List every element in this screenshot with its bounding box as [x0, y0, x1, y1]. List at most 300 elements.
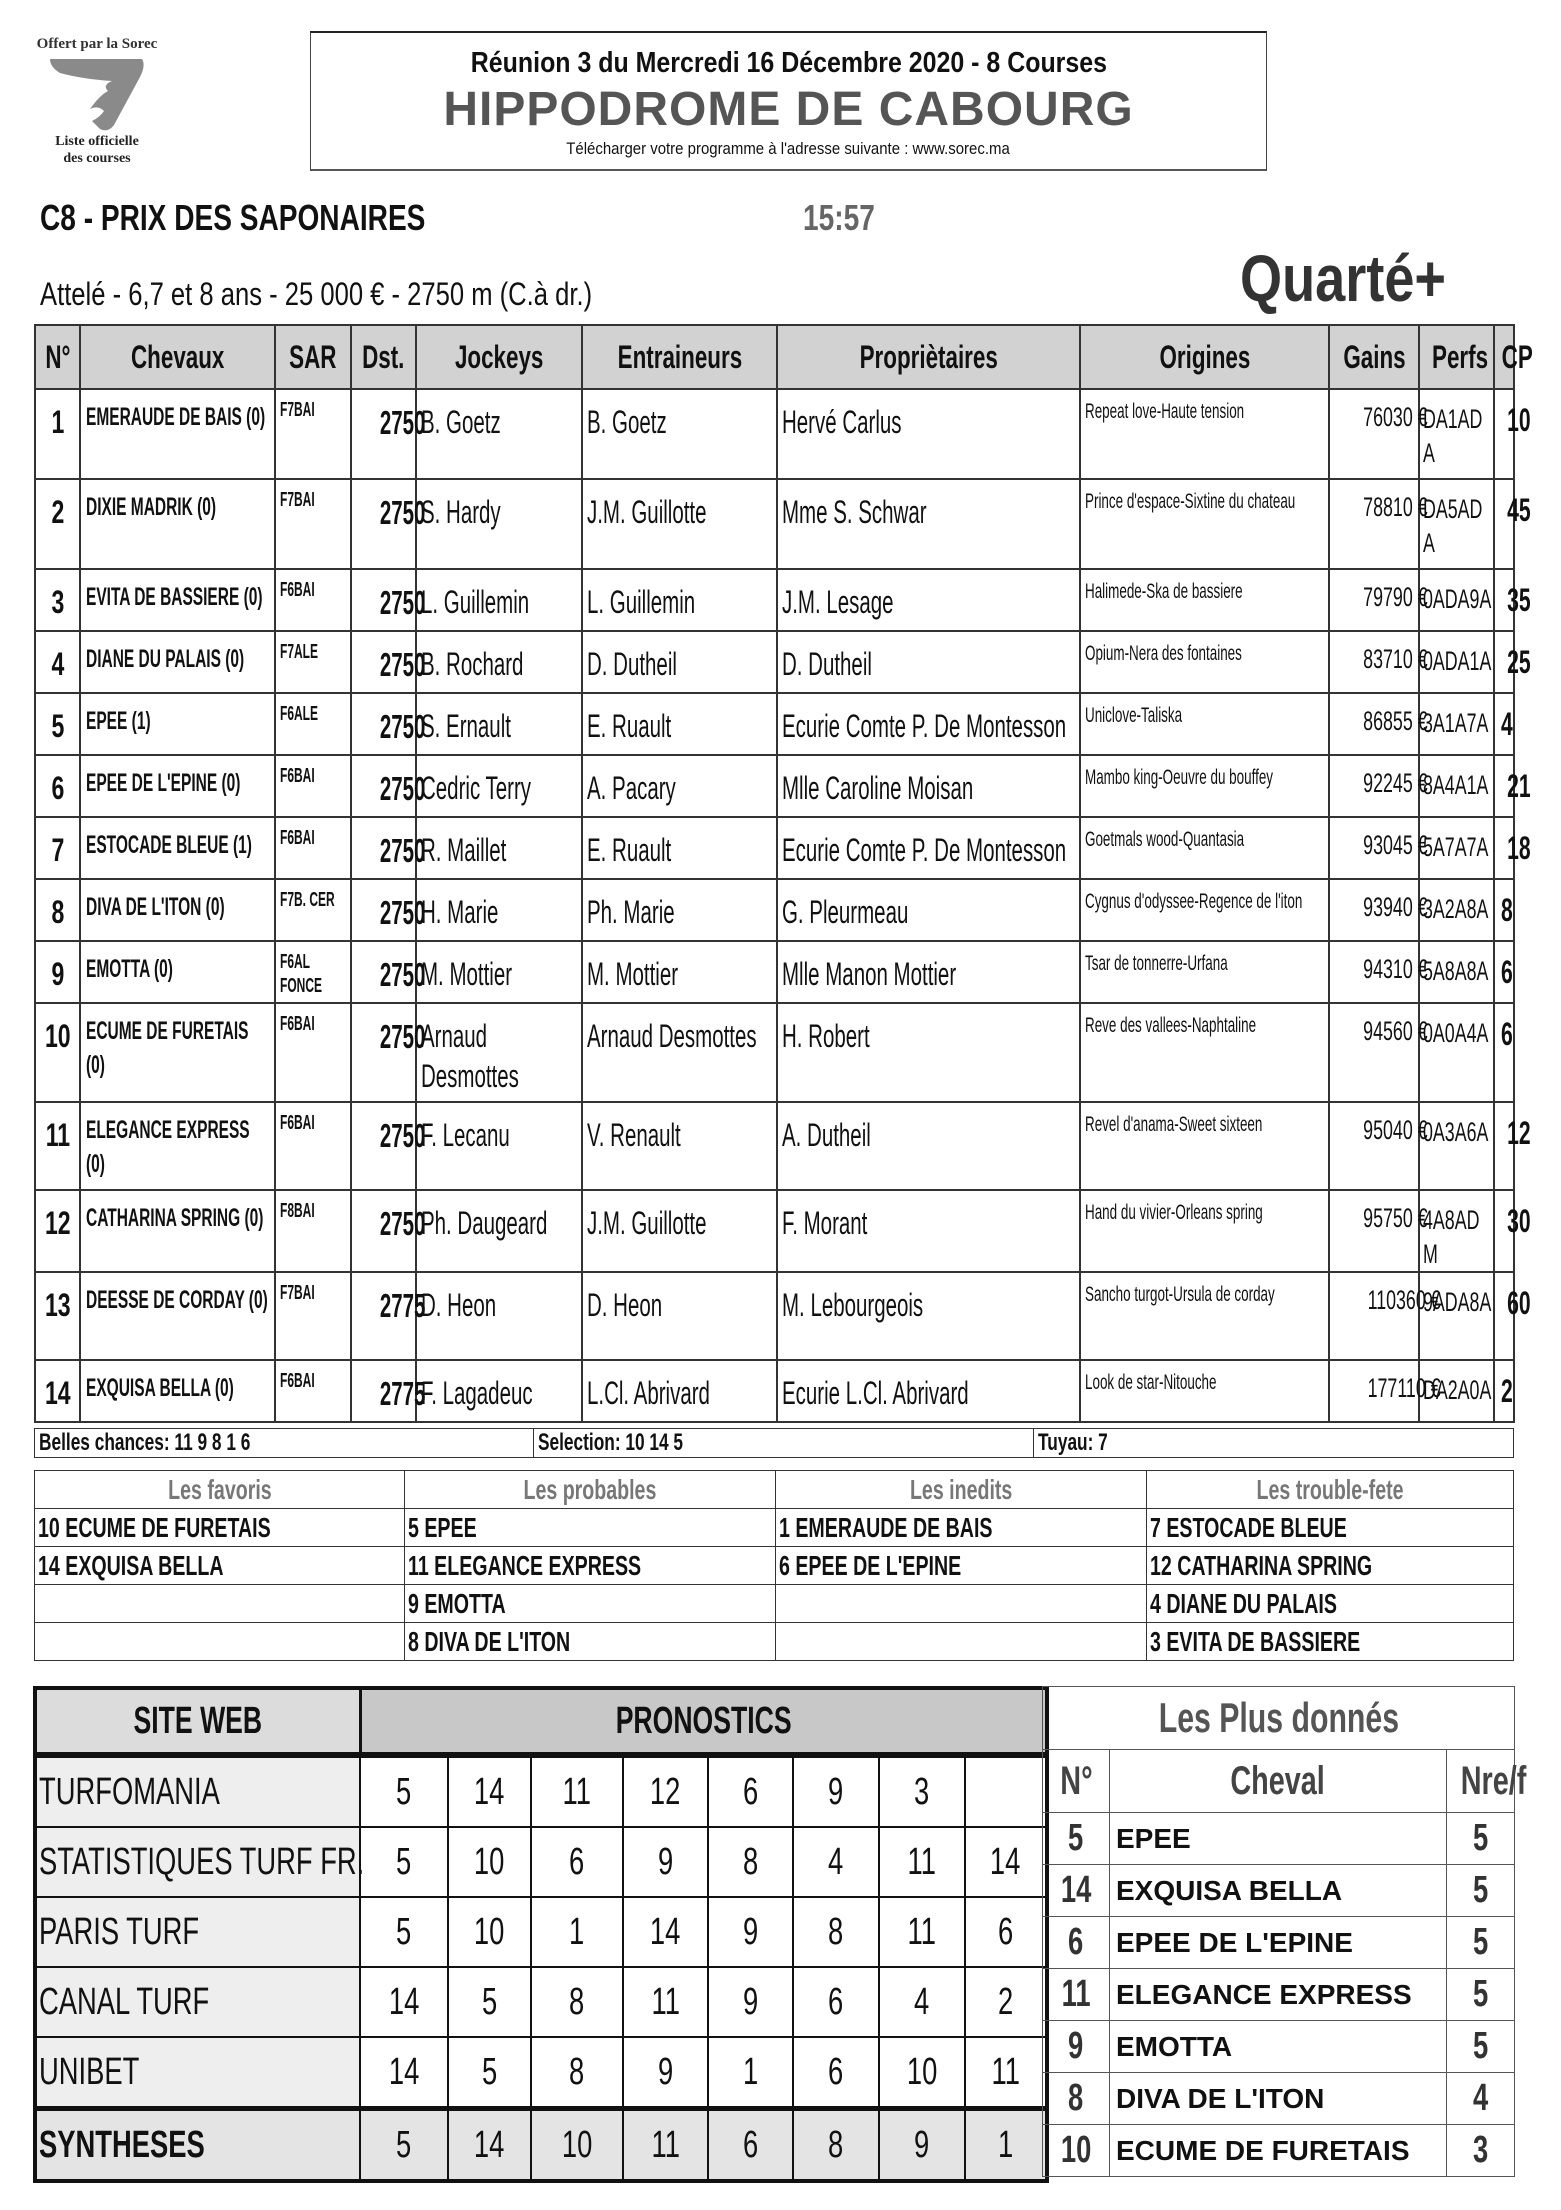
- trainer: L. Guillemin: [582, 569, 777, 631]
- category-entry-inedits: [776, 1623, 1147, 1661]
- category-row: [35, 1547, 1514, 1585]
- category-entry-favoris: 10 ECUME DE FURETAIS: [35, 1509, 405, 1547]
- distance: 2750: [351, 817, 416, 879]
- most-picked-row: [1043, 1917, 1515, 1969]
- horse-name: ELEGANCE EXPRESS: [1110, 1969, 1447, 2021]
- pick: 1: [708, 2037, 793, 2109]
- most-picked-row: [1043, 2073, 1515, 2125]
- cp: 25: [1494, 631, 1514, 693]
- owner: Ecurie L.Cl. Abrivard: [777, 1360, 1080, 1422]
- perfs: 0A0A4A: [1419, 1003, 1494, 1102]
- col-horses-header: Chevaux: [80, 325, 275, 389]
- origins: Goetmals wood-Quantasia: [1080, 817, 1329, 879]
- horse-name: CATHARINA SPRING (0): [80, 1190, 275, 1272]
- owner: Mlle Manon Mottier: [777, 941, 1080, 1003]
- pick: 5: [448, 2037, 531, 2109]
- race-time: 15:57: [803, 197, 875, 238]
- cp: 8: [1494, 879, 1514, 941]
- sar: F7BAI: [275, 1272, 351, 1360]
- perfs: 0A3A6A: [1419, 1102, 1494, 1190]
- sar: F6AL FONCE: [275, 941, 351, 1003]
- pronostic-row: [35, 1827, 1047, 1897]
- origins: Cygnus d'odyssee-Regence de l'iton: [1080, 879, 1329, 941]
- category-entry-inedits: 6 EPEE DE L'EPINE: [776, 1547, 1147, 1585]
- runner-number: 4: [35, 631, 80, 693]
- distance: 2750: [351, 631, 416, 693]
- pick-count: 3: [1447, 2125, 1515, 2177]
- trainer: J.M. Guillotte: [582, 479, 777, 569]
- horse-name: ECUME DE FURETAIS (0): [80, 1003, 275, 1102]
- pick: 8: [531, 2037, 623, 2109]
- sar: F6BAI: [275, 1003, 351, 1102]
- site-web-header: SITE WEB: [35, 1688, 360, 1755]
- perfs: 8A4A1A: [1419, 755, 1494, 817]
- distance: 2775: [351, 1272, 416, 1360]
- distance: 2750: [351, 941, 416, 1003]
- cp: 35: [1494, 569, 1514, 631]
- category-entry-inedits: 1 EMERAUDE DE BAIS: [776, 1509, 1147, 1547]
- download-link-text[interactable]: Télécharger votre programme à l'adresse suivante : www.sorec.ma: [566, 139, 1011, 158]
- cp: 10: [1494, 389, 1514, 479]
- category-entry-favoris: 14 EXQUISA BELLA: [35, 1547, 405, 1585]
- pick: 11: [879, 1827, 965, 1897]
- col-cp-header: CP: [1494, 325, 1514, 389]
- jockey: F. Lecanu: [416, 1102, 582, 1190]
- pick: 8: [708, 1827, 793, 1897]
- runner-row[interactable]: [35, 1272, 1514, 1360]
- cp: 18: [1494, 817, 1514, 879]
- distance: 2750: [351, 755, 416, 817]
- jockey: B. Rochard: [416, 631, 582, 693]
- category-entry-favoris: [35, 1585, 405, 1623]
- col-cheval: Cheval: [1110, 1750, 1447, 1813]
- category-header-trouble-fete: Les trouble-fete: [1147, 1471, 1514, 1509]
- category-row: [35, 1623, 1514, 1661]
- cp: 21: [1494, 755, 1514, 817]
- cp: 4: [1494, 693, 1514, 755]
- owner: Mme S. Schwar: [777, 479, 1080, 569]
- sorec-logo: [22, 30, 172, 175]
- pronostic-row: [35, 1897, 1047, 1967]
- pronostic-row: [35, 2037, 1047, 2109]
- gains: 93045 €: [1329, 817, 1419, 879]
- gains: 110360 €: [1329, 1272, 1419, 1360]
- pick: 10: [531, 2109, 623, 2182]
- gains: 94560 €: [1329, 1003, 1419, 1102]
- pick: 5: [360, 2109, 448, 2182]
- runner-row[interactable]: [35, 817, 1514, 879]
- gains: 79790 €: [1329, 569, 1419, 631]
- pick: 11: [623, 2109, 708, 2182]
- jockey: S. Ernault: [416, 693, 582, 755]
- meeting-header: [310, 31, 1267, 171]
- sar: F7B. CER: [275, 879, 351, 941]
- runner-number: 5: [35, 693, 80, 755]
- cp: 6: [1494, 1003, 1514, 1102]
- runner-number: 1: [35, 389, 80, 479]
- pick: 4: [793, 1827, 879, 1897]
- site-name: PARIS TURF: [35, 1897, 360, 1967]
- runners-table-header: [35, 325, 1514, 389]
- owner: J.M. Lesage: [777, 569, 1080, 631]
- horse-head-logo-icon: [42, 55, 152, 133]
- sar: F6BAI: [275, 755, 351, 817]
- col-no: N°: [1043, 1750, 1110, 1813]
- trainer: A. Pacary: [582, 755, 777, 817]
- sar: F7BAI: [275, 389, 351, 479]
- perfs: 5A8A8A: [1419, 941, 1494, 1003]
- pick-count: 5: [1447, 2021, 1515, 2073]
- distance: 2750: [351, 1102, 416, 1190]
- sar: F6BAI: [275, 1102, 351, 1190]
- pick: 9: [793, 1755, 879, 1827]
- trainer: E. Ruault: [582, 693, 777, 755]
- origins: Hand du vivier-Orleans spring: [1080, 1190, 1329, 1272]
- perfs: 0ADA9A: [1419, 569, 1494, 631]
- runner-number: 13: [35, 1272, 80, 1360]
- col-count: Nre/f: [1447, 1750, 1515, 1813]
- cp: 60: [1494, 1272, 1514, 1360]
- most-picked-row: [1043, 1865, 1515, 1917]
- pick-count: 4: [1447, 2073, 1515, 2125]
- jockey: Ph. Daugeard: [416, 1190, 582, 1272]
- runner-row[interactable]: [35, 879, 1514, 941]
- jockey: H. Marie: [416, 879, 582, 941]
- category-entry-probables: 11 ELEGANCE EXPRESS: [405, 1547, 776, 1585]
- category-entry-favoris: [35, 1623, 405, 1661]
- runner-number: 9: [35, 941, 80, 1003]
- jockey: Cedric Terry: [416, 755, 582, 817]
- owner: Hervé Carlus: [777, 389, 1080, 479]
- jockey: R. Maillet: [416, 817, 582, 879]
- pick: 8: [531, 1967, 623, 2037]
- runner-number: 12: [35, 1190, 80, 1272]
- category-row: [35, 1509, 1514, 1547]
- distance: 2750: [351, 1190, 416, 1272]
- horse-number: 11: [1043, 1969, 1110, 2021]
- distance: 2750: [351, 693, 416, 755]
- runner-number: 2: [35, 479, 80, 569]
- pick-count: 5: [1447, 1865, 1515, 1917]
- pick: 14: [448, 2109, 531, 2182]
- owner: Ecurie Comte P. De Montesson: [777, 817, 1080, 879]
- gains: 95750 €: [1329, 1190, 1419, 1272]
- runner-row[interactable]: [35, 1003, 1514, 1102]
- jockey: Arnaud Desmottes: [416, 1003, 582, 1102]
- origins: Mambo king-Oeuvre du bouffey: [1080, 755, 1329, 817]
- owner: G. Pleurmeau: [777, 879, 1080, 941]
- horse-name: ESTOCADE BLEUE (1): [80, 817, 275, 879]
- cp: 12: [1494, 1102, 1514, 1190]
- owner: A. Dutheil: [777, 1102, 1080, 1190]
- col-gains-header: Gains: [1329, 325, 1419, 389]
- category-header-probables: Les probables: [405, 1471, 776, 1509]
- runner-row[interactable]: [35, 941, 1514, 1003]
- pick: 9: [708, 1897, 793, 1967]
- gains: 177110 €: [1329, 1360, 1419, 1422]
- pick-count: 5: [1447, 1917, 1515, 1969]
- runner-row[interactable]: [35, 479, 1514, 569]
- trainer: B. Goetz: [582, 389, 777, 479]
- col-owners-header: Propriètaires: [777, 325, 1080, 389]
- jockey: F. Lagadeuc: [416, 1360, 582, 1422]
- gains: 94310 €: [1329, 941, 1419, 1003]
- category-entry-trouble-fete: 12 CATHARINA SPRING: [1147, 1547, 1514, 1585]
- sar: F7ALE: [275, 631, 351, 693]
- pronostics-header: PRONOSTICS: [360, 1688, 1047, 1755]
- runner-number: 14: [35, 1360, 80, 1422]
- trainer: V. Renault: [582, 1102, 777, 1190]
- sar: F6ALE: [275, 693, 351, 755]
- pick: 11: [623, 1967, 708, 2037]
- horse-name: EPEE: [1110, 1813, 1447, 1865]
- venue-title: HIPPODROME DE CABOURG: [443, 83, 1134, 136]
- site-name: STATISTIQUES TURF FR.: [35, 1827, 360, 1897]
- belles-chances: Belles chances: 11 9 8 1 6: [35, 1429, 534, 1458]
- pick: 10: [448, 1827, 531, 1897]
- pick: 6: [708, 1755, 793, 1827]
- origins: Look de star-Nitouche: [1080, 1360, 1329, 1422]
- site-name: TURFOMANIA: [35, 1755, 360, 1827]
- horse-name: EXQUISA BELLA (0): [80, 1360, 275, 1422]
- perfs: 0ADA1A: [1419, 631, 1494, 693]
- perfs: 5A7A7A: [1419, 817, 1494, 879]
- horse-number: 6: [1043, 1917, 1110, 1969]
- most-picked-table: [1042, 1686, 1527, 2177]
- pick: 11: [531, 1755, 623, 1827]
- perfs: 4A8ADM: [1419, 1190, 1494, 1272]
- horse-name: DEESSE DE CORDAY (0): [80, 1272, 275, 1360]
- pick: 9: [623, 2037, 708, 2109]
- pick: 6: [965, 1897, 1047, 1967]
- most-picked-title: Les Plus donnés: [1043, 1687, 1515, 1750]
- col-trainers-header: Entraineurs: [582, 325, 777, 389]
- category-entry-inedits: [776, 1585, 1147, 1623]
- most-picked-row: [1043, 1969, 1515, 2021]
- runner-number: 11: [35, 1102, 80, 1190]
- horse-name: EMOTTA: [1110, 2021, 1447, 2073]
- trainer: Ph. Marie: [582, 879, 777, 941]
- origins: Halimede-Ska de bassiere: [1080, 569, 1329, 631]
- logo-bottom-line2: des courses: [63, 151, 131, 166]
- pick: 9: [623, 1827, 708, 1897]
- origins: Repeat love-Haute tension: [1080, 389, 1329, 479]
- col-sar-header: SAR: [275, 325, 351, 389]
- horse-number: 10: [1043, 2125, 1110, 2177]
- pick: 5: [360, 1827, 448, 1897]
- category-header-inedits: Les inedits: [776, 1471, 1147, 1509]
- sar: F6BAI: [275, 569, 351, 631]
- gains: 86855 €: [1329, 693, 1419, 755]
- runner-row[interactable]: [35, 1360, 1514, 1422]
- race-conditions: Attelé - 6,7 et 8 ans - 25 000 € - 2750 m (C.à dr.): [40, 276, 593, 312]
- pick: 9: [879, 2109, 965, 2182]
- runner-row[interactable]: [35, 755, 1514, 817]
- most-picked-row: [1043, 1813, 1515, 1865]
- runner-number: 6: [35, 755, 80, 817]
- owner: D. Dutheil: [777, 631, 1080, 693]
- pick: 8: [793, 1897, 879, 1967]
- cp: 30: [1494, 1190, 1514, 1272]
- origins: Revel d'anama-Sweet sixteen: [1080, 1102, 1329, 1190]
- distance: 2750: [351, 389, 416, 479]
- origins: Prince d'espace-Sixtine du chateau: [1080, 479, 1329, 569]
- pick: 11: [965, 2037, 1047, 2109]
- pick: 9: [708, 1967, 793, 2037]
- tuyau: Tuyau: 7: [1034, 1429, 1514, 1458]
- pick: 6: [793, 2037, 879, 2109]
- pronostic-row: [35, 1755, 1047, 1827]
- trainer: E. Ruault: [582, 817, 777, 879]
- perfs: 3A2A8A: [1419, 879, 1494, 941]
- pick: 11: [879, 1897, 965, 1967]
- horse-name: ECUME DE FURETAIS: [1110, 2125, 1447, 2177]
- horse-number: 5: [1043, 1813, 1110, 1865]
- category-entry-probables: 8 DIVA DE L'ITON: [405, 1623, 776, 1661]
- site-name: SYNTHESES: [35, 2109, 360, 2182]
- category-row: [35, 1585, 1514, 1623]
- jockey: S. Hardy: [416, 479, 582, 569]
- category-entry-trouble-fete: 4 DIANE DU PALAIS: [1147, 1585, 1514, 1623]
- horse-name: DIXIE MADRIK (0): [80, 479, 275, 569]
- site-name: CANAL TURF: [35, 1967, 360, 2037]
- perfs: DA2A0A: [1419, 1360, 1494, 1422]
- pick: 6: [793, 1967, 879, 2037]
- runner-row[interactable]: [35, 1190, 1514, 1272]
- origins: Reve des vallees-Naphtaline: [1080, 1003, 1329, 1102]
- meeting-info: Réunion 3 du Mercredi 16 Décembre 2020 - 8 Courses: [470, 47, 1107, 79]
- pick: 10: [879, 2037, 965, 2109]
- pick: 1: [531, 1897, 623, 1967]
- logo-top-text: Offert par la Sorec: [36, 36, 158, 52]
- race-title: C8 - PRIX DES SAPONAIRES: [40, 197, 426, 238]
- horse-name: DIVA DE L'ITON: [1110, 2073, 1447, 2125]
- runner-row[interactable]: [35, 631, 1514, 693]
- cp: 6: [1494, 941, 1514, 1003]
- category-header-favoris: Les favoris: [35, 1471, 405, 1509]
- sar: F6BAI: [275, 1360, 351, 1422]
- runner-row[interactable]: [35, 1102, 1514, 1190]
- trainer: J.M. Guillotte: [582, 1190, 777, 1272]
- most-picked-row: [1043, 2021, 1515, 2073]
- perfs: 9ADA8A: [1419, 1272, 1494, 1360]
- origins: Tsar de tonnerre-Urfana: [1080, 941, 1329, 1003]
- runner-number: 7: [35, 817, 80, 879]
- owner: Ecurie Comte P. De Montesson: [777, 693, 1080, 755]
- pick: 14: [965, 1827, 1047, 1897]
- horse-name: EXQUISA BELLA: [1110, 1865, 1447, 1917]
- horse-number: 8: [1043, 2073, 1110, 2125]
- pick: 6: [708, 2109, 793, 2182]
- pronostics-table: [33, 1686, 1049, 2183]
- runners-table: [34, 324, 1533, 1423]
- pick: 14: [360, 2037, 448, 2109]
- trainer: L.Cl. Abrivard: [582, 1360, 777, 1422]
- owner: M. Lebourgeois: [777, 1272, 1080, 1360]
- pronostic-row: [35, 2109, 1047, 2182]
- trainer: M. Mottier: [582, 941, 777, 1003]
- trainer: D. Dutheil: [582, 631, 777, 693]
- horse-number: 14: [1043, 1865, 1110, 1917]
- sar: F7BAI: [275, 479, 351, 569]
- runner-number: 8: [35, 879, 80, 941]
- owner: H. Robert: [777, 1003, 1080, 1102]
- category-entry-probables: 5 EPEE: [405, 1509, 776, 1547]
- runner-number: 3: [35, 569, 80, 631]
- runner-number: 10: [35, 1003, 80, 1102]
- runner-row[interactable]: [35, 693, 1514, 755]
- sar: F8BAI: [275, 1190, 351, 1272]
- cp: 45: [1494, 479, 1514, 569]
- gains: 95040 €: [1329, 1102, 1419, 1190]
- tips-bar: [34, 1428, 1514, 1458]
- horse-name: ELEGANCE EXPRESS (0): [80, 1102, 275, 1190]
- horse-name: DIVA DE L'ITON (0): [80, 879, 275, 941]
- perfs: DA5ADA: [1419, 479, 1494, 569]
- pick-count: 5: [1447, 1813, 1515, 1865]
- distance: 2750: [351, 879, 416, 941]
- pick: [965, 1755, 1047, 1827]
- perfs: DA1ADA: [1419, 389, 1494, 479]
- selection: Selection: 10 14 5: [534, 1429, 1034, 1458]
- logo-bottom-line1: Liste officielle: [55, 134, 139, 149]
- category-entry-trouble-fete: 3 EVITA DE BASSIERE: [1147, 1623, 1514, 1661]
- gains: 92245 €: [1329, 755, 1419, 817]
- horse-name: EPEE (1): [80, 693, 275, 755]
- pick: 12: [623, 1755, 708, 1827]
- runner-row[interactable]: [35, 389, 1514, 479]
- runner-row[interactable]: [35, 569, 1514, 631]
- horse-number: 9: [1043, 2021, 1110, 2073]
- distance: 2775: [351, 1360, 416, 1422]
- category-entry-trouble-fete: 7 ESTOCADE BLEUE: [1147, 1509, 1514, 1547]
- gains: 78810 €: [1329, 479, 1419, 569]
- pick: 5: [360, 1755, 448, 1827]
- horse-name: EVITA DE BASSIERE (0): [80, 569, 275, 631]
- distance: 2750: [351, 479, 416, 569]
- distance: 2750: [351, 569, 416, 631]
- categories-table: [34, 1470, 1514, 1661]
- distance: 2750: [351, 1003, 416, 1102]
- col-jockeys-header: Jockeys: [416, 325, 582, 389]
- col-perfs-header: Perfs: [1419, 325, 1494, 389]
- col-distance-header: Dst.: [351, 325, 416, 389]
- pick-count: 5: [1447, 1969, 1515, 2021]
- bet-type-label: Quarté+: [1240, 241, 1447, 315]
- owner: Mlle Caroline Moisan: [777, 755, 1080, 817]
- col-origins-header: Origines: [1080, 325, 1329, 389]
- horse-name: EMOTTA (0): [80, 941, 275, 1003]
- col-no-header: N°: [35, 325, 80, 389]
- origins: Uniclove-Taliska: [1080, 693, 1329, 755]
- jockey: B. Goetz: [416, 389, 582, 479]
- horse-name: EPEE DE L'EPINE: [1110, 1917, 1447, 1969]
- pick: 2: [965, 1967, 1047, 2037]
- horse-name: DIANE DU PALAIS (0): [80, 631, 275, 693]
- pronostic-row: [35, 1967, 1047, 2037]
- pick: 5: [360, 1897, 448, 1967]
- pick: 14: [448, 1755, 531, 1827]
- pick: 1: [965, 2109, 1047, 2182]
- pick: 14: [623, 1897, 708, 1967]
- gains: 93940 €: [1329, 879, 1419, 941]
- cp: 2: [1494, 1360, 1514, 1422]
- perfs: 3A1A7A: [1419, 693, 1494, 755]
- pick: 4: [879, 1967, 965, 2037]
- pick: 3: [879, 1755, 965, 1827]
- site-name: UNIBET: [35, 2037, 360, 2109]
- jockey: L. Guillemin: [416, 569, 582, 631]
